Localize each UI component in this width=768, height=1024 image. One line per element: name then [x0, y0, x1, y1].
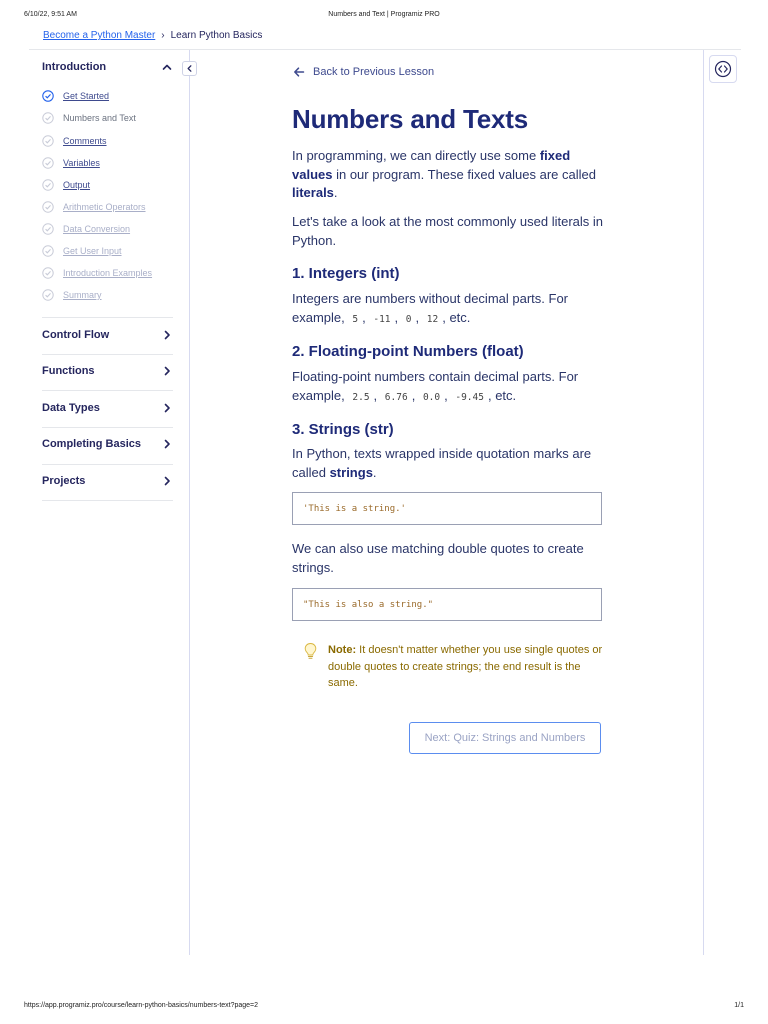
- inline-code: -9.45: [455, 391, 484, 403]
- code-block-double-quote: [292, 588, 602, 621]
- collapse-sidebar-button[interactable]: [182, 61, 197, 76]
- right-rail-divider: [703, 50, 704, 955]
- separator: ,: [411, 387, 416, 403]
- back-to-previous-lesson-link[interactable]: [293, 66, 434, 78]
- inline-code: 5: [352, 313, 359, 325]
- double-quotes-paragraph: We can also use matching double quotes to create strings.: [292, 541, 584, 575]
- separator: ,: [373, 387, 378, 403]
- code-line: "This is also a string.": [303, 599, 434, 610]
- chevron-up-icon[interactable]: [161, 61, 173, 73]
- sidebar-section-functions[interactable]: [42, 365, 173, 377]
- print-doc-title: Numbers and Text | Programiz PRO: [328, 11, 440, 18]
- sidebar-section-label: Introduction: [42, 61, 107, 73]
- check-circle-icon: [42, 90, 54, 102]
- lesson-current[interactable]: Numbers and Text: [63, 113, 136, 123]
- integers-heading: 1. Integers (int): [292, 265, 400, 282]
- floats-paragraph: [292, 368, 604, 407]
- breadcrumb-separator-icon: ›: [161, 30, 165, 41]
- literals-term: literals: [292, 185, 334, 200]
- sidebar-section-label: Completing Basics: [42, 438, 142, 450]
- intro-text: .: [333, 185, 338, 200]
- check-circle-icon: [42, 267, 54, 279]
- breadcrumb-parent-link[interactable]: Become a Python Master: [43, 30, 156, 41]
- back-label: Back to Previous Lesson: [313, 66, 435, 78]
- check-circle-icon: [42, 179, 54, 191]
- inline-code: 0.0: [422, 391, 441, 403]
- lesson-link[interactable]: Comments: [63, 136, 107, 146]
- note-text: [328, 642, 603, 692]
- lesson-link[interactable]: Data Conversion: [63, 224, 131, 234]
- sidebar-divider: [42, 427, 173, 428]
- intro-text: in our program. These fixed values are called: [332, 166, 596, 182]
- integers-text: Integers are numbers without decimal parts. For example,: [292, 291, 569, 325]
- sidebar-section-label: Data Types: [42, 402, 100, 414]
- separator: ,: [415, 309, 420, 325]
- separator: ,: [394, 309, 399, 325]
- strings-heading: 3. Strings (str): [292, 421, 394, 438]
- lesson-item-summary[interactable]: [42, 289, 102, 301]
- etc-suffix: , etc.: [442, 309, 471, 325]
- code-line: 'This is a string.': [303, 503, 406, 514]
- sidebar-section-label: Control Flow: [42, 329, 110, 341]
- note-body: It doesn't matter whether you use single quotes or double quotes to create strings; the end result is the same.: [328, 644, 603, 689]
- sidebar-section-label: Functions: [42, 365, 95, 377]
- strings-paragraph: [292, 445, 604, 482]
- print-url: https://app.programiz.pro/course/learn-python-basics/numbers-text?page=2: [24, 1002, 259, 1009]
- sidebar-section-control-flow[interactable]: [42, 329, 173, 341]
- check-circle-icon: [42, 245, 54, 257]
- arrow-left-icon: [293, 66, 305, 78]
- course-sidebar: [29, 50, 190, 955]
- check-circle-icon: [42, 135, 54, 147]
- lesson-link[interactable]: Get Started: [63, 91, 110, 101]
- check-circle-icon: [42, 112, 54, 124]
- chevron-right-icon: [161, 402, 173, 414]
- chevron-right-icon: [161, 329, 173, 341]
- lesson-item-arithmetic-operators[interactable]: [42, 201, 146, 213]
- chevron-right-icon: [161, 438, 173, 450]
- floats-text: Floating-point numbers contain decimal parts. For example,: [292, 369, 579, 403]
- sidebar-section-introduction[interactable]: [42, 61, 173, 73]
- inline-code: 6.76: [384, 391, 408, 403]
- breadcrumb-current: Learn Python Basics: [170, 30, 263, 41]
- inline-code: -11: [373, 313, 391, 325]
- strings-text: In Python, texts wrapped inside quotation marks are called: [292, 446, 592, 480]
- inline-code: 2.5: [352, 391, 370, 403]
- sidebar-section-projects[interactable]: [42, 475, 173, 487]
- inline-code: 0: [405, 313, 412, 325]
- lesson-item-numbers-and-text[interactable]: [42, 112, 136, 124]
- inline-code: 12: [426, 313, 439, 325]
- sidebar-divider: [42, 390, 173, 391]
- sidebar-divider: [42, 464, 173, 465]
- code-brackets-icon: [714, 60, 732, 78]
- lesson-link[interactable]: Arithmetic Operators: [63, 202, 146, 212]
- intro-paragraph: [292, 147, 604, 203]
- chevron-right-icon: [161, 365, 173, 377]
- sidebar-section-completing-basics[interactable]: [42, 438, 173, 450]
- check-circle-icon: [42, 157, 54, 169]
- print-datetime: 6/10/22, 9:51 AM: [24, 11, 77, 18]
- strings-term: strings: [329, 464, 373, 480]
- floats-heading: 2. Floating-point Numbers (float): [292, 343, 524, 360]
- lesson-item-output[interactable]: [42, 179, 90, 191]
- separator: ,: [362, 309, 366, 325]
- lesson-link[interactable]: Variables: [63, 158, 100, 168]
- sidebar-section-data-types[interactable]: [42, 402, 173, 414]
- sidebar-divider: [42, 354, 173, 355]
- lesson-link[interactable]: Introduction Examples: [63, 268, 153, 278]
- integers-paragraph: [292, 290, 604, 329]
- lesson-item-get-user-input[interactable]: [42, 245, 122, 257]
- lesson-link[interactable]: Output: [63, 180, 91, 190]
- check-circle-icon: [42, 289, 54, 301]
- lesson-item-variables[interactable]: [42, 157, 100, 169]
- intro-text: In programming, we can directly use some: [292, 148, 540, 163]
- literals-paragraph: Let's take a look at the most commonly used literals in Python.: [292, 214, 604, 248]
- etc-suffix: , etc.: [487, 387, 517, 403]
- check-circle-icon: [42, 201, 54, 213]
- sidebar-divider: [42, 317, 173, 318]
- lesson-item-comments[interactable]: [42, 135, 107, 147]
- next-quiz-button[interactable]: Next: Quiz: Strings and Numbers: [409, 722, 601, 754]
- page-title: Numbers and Texts: [292, 104, 528, 134]
- chevron-left-icon: [185, 64, 194, 73]
- lesson-item-get-started[interactable]: [42, 90, 109, 102]
- fixed-values-term: fixed values: [292, 148, 571, 182]
- lesson-item-data-conversion[interactable]: [42, 223, 130, 235]
- lesson-item-introduction-examples[interactable]: [42, 267, 152, 279]
- lesson-link[interactable]: Get User Input: [63, 246, 122, 256]
- note-label: Note:: [328, 644, 357, 656]
- print-page-number: 1/1: [734, 1002, 744, 1009]
- sidebar-section-label: Projects: [42, 475, 86, 487]
- note-callout: [303, 642, 603, 692]
- sidebar-divider: [42, 500, 173, 501]
- lesson-link[interactable]: Summary: [63, 290, 102, 300]
- print-header: [0, 11, 768, 21]
- check-circle-icon: [42, 223, 54, 235]
- chevron-right-icon: [161, 475, 173, 487]
- code-block-single-quote: [292, 492, 602, 525]
- strings-text: .: [372, 464, 377, 480]
- lightbulb-icon: [303, 642, 318, 692]
- separator: ,: [444, 387, 448, 403]
- code-panel-toggle-button[interactable]: [709, 55, 737, 83]
- breadcrumb: [43, 30, 262, 41]
